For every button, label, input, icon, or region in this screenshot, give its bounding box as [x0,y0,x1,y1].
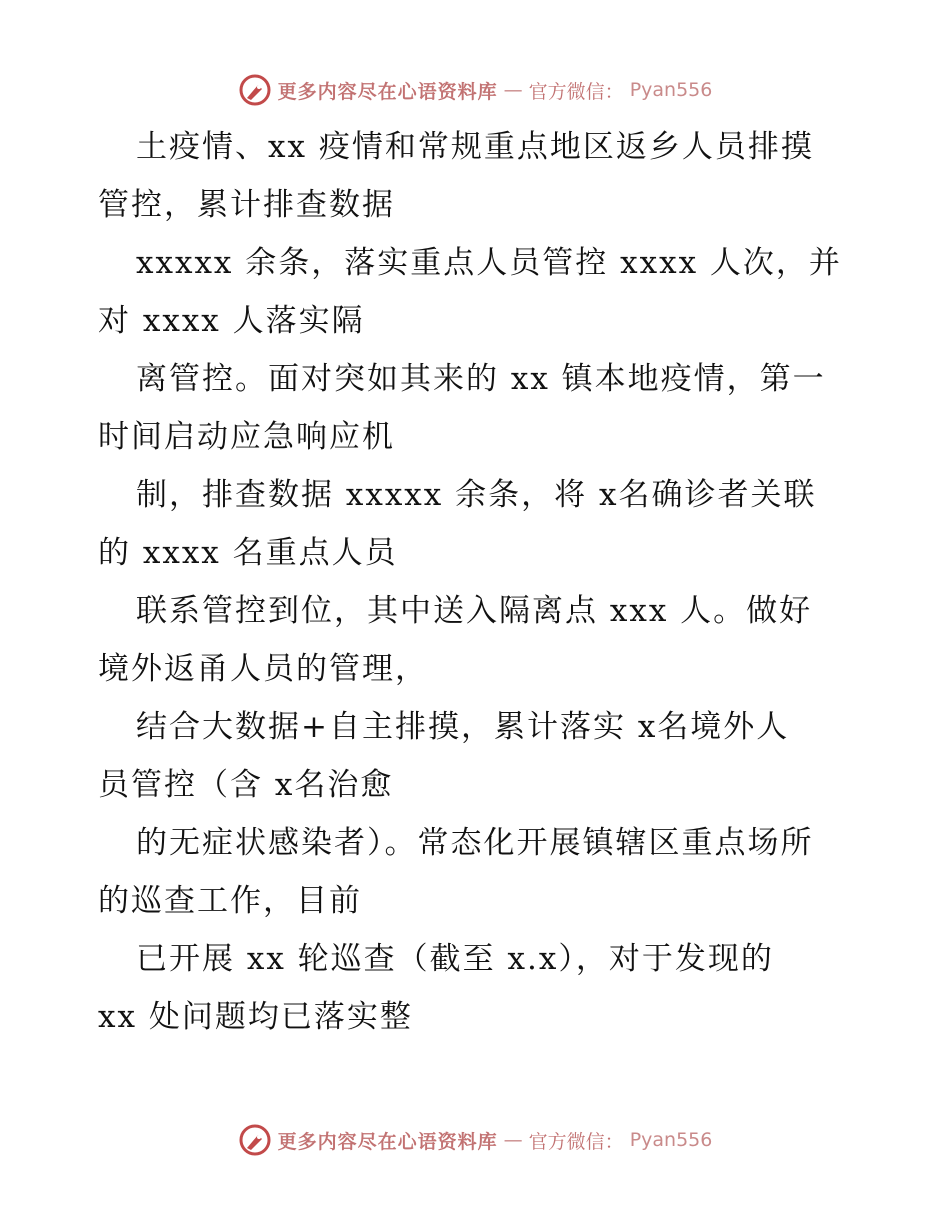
paragraph-line: 对 xxxx 人落实隔 [98,303,365,339]
paragraph-line: xx 处问题均已落实整 [98,999,413,1035]
document-body [98,118,858,1046]
paragraph-line: 联系管控到位，其中送入隔离点 xxx 人。做好 [136,593,813,629]
paragraph [98,814,858,930]
watermark-brand: 更多内容尽在心语资料库 [277,1130,498,1153]
watermark-separator: — [503,79,523,101]
paragraph-line: 员管控（含 x名治愈 [98,767,394,803]
paragraph-line: xxxxx 余条，落实重点人员管控 xxxx 人次，并 [136,245,842,281]
paragraph-line: 制，排查数据 xxxxx 余条，将 x名确诊者关联 [136,477,817,513]
paragraph [98,582,858,698]
watermark-id: Pyan556 [629,79,713,101]
pen-nib-logo-icon [238,1123,272,1157]
pen-nib-logo-icon [238,73,272,107]
paragraph-line: 已开展 xx 轮巡查（截至 x.x），对于发现的 [136,941,774,977]
paragraph-line: 境外返甬人员的管理， [98,651,428,687]
paragraph-line: 的巡查工作，目前 [98,883,362,919]
paragraph-line: 时间启动应急响应机 [98,419,395,455]
paragraph [98,234,858,350]
footer-watermark [0,1120,950,1160]
paragraph-line: 土疫情、xx 疫情和常规重点地区返乡人员排摸 [136,129,814,165]
paragraph [98,118,858,234]
paragraph-line: 的 xxxx 名重点人员 [98,535,398,571]
paragraph [98,350,858,466]
watermark-id: Pyan556 [629,1129,713,1151]
paragraph-line: 管控，累计排查数据 [98,187,395,223]
paragraph [98,698,858,814]
watermark-label: 官方微信： [528,1130,624,1153]
header-watermark [0,70,950,110]
watermark-separator: — [503,1129,523,1151]
paragraph-line: 离管控。面对突如其来的 xx 镇本地疫情，第一 [136,361,826,397]
watermark-brand: 更多内容尽在心语资料库 [277,80,498,103]
paragraph [98,930,858,1046]
paragraph [98,466,858,582]
watermark-label: 官方微信： [528,80,624,103]
paragraph-line: 结合大数据+自主排摸，累计落实 x名境外人 [136,709,790,745]
paragraph-line: 的无症状感染者）。常态化开展镇辖区重点场所 [136,825,814,861]
